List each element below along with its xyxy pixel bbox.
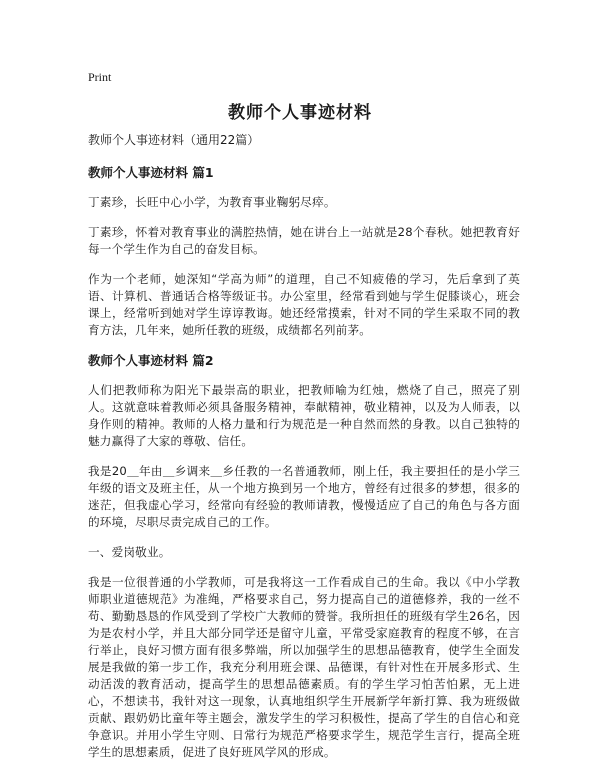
paragraph: 我是一位很普通的小学教师，可是我将这一工作看成自己的生命。我以《中小学教师职业道德规范》为准绳，严格要求自己，努力提高自己的道德修养，我的一丝不苟、勤勤恳恳的作风受到了学校广大教师的赞誉。我所担任的班级有学生26名，因为是农村小学，并且大部分同学还是留守儿童，平常受家庭教育的程度不够，在言行举止，良好习惯方面有很多弊端，所以加强学生的思想品德教育，使学生全面发展是我做的第一步工作，我充分利用班会课、品德课，有针对性在开展多形式、生动活泼的教育活动，提高学生的思想品德素质。有的学生学习怕苦怕累，无上进心，不想读书，我针对这一现象，认真地组织学生开展新学年新打算、我为班级做贡献、跟奶奶比童年等主题会，激发学生的学习积极性，提高了学生的自信心和竞争意识。并用小学生守则、日常行为规范严格要求学生，规范学生言行，提高全班学生的思想素质，促进了良好班风学风的形成。 bbox=[88, 575, 520, 759]
document-title: 教师个人事迹材料 bbox=[228, 103, 372, 123]
paragraph: 丁素珍，怀着对教育事业的满腔热情，她在讲台上一站就是28个春秋。她把教育好每一个学生作为自己的奋发目标。 bbox=[88, 225, 520, 256]
document-subtitle: 教师个人事迹材料（通用22篇） bbox=[88, 133, 260, 147]
section-heading: 教师个人事迹材料 篇2 bbox=[88, 353, 214, 368]
paragraph: 作为一个老师，她深知“学高为师”的道理，自己不知疲倦的学习，先后拿到了英语、计算机、普通话合格等级证书。办公室里，经常看到她与学生促膝谈心，班会课上，经常听到她对学生谆谆教诲。她还经常摸索，针对不同的学生采取不同的教育方法，几年来，她所任教的班级，成绩都名列前茅。 bbox=[88, 272, 520, 337]
paragraph: 我是20＿年由＿乡调来＿乡任教的一名普通教师，刚上任，我主要担任的是小学三年级的语文及班主任，从一个地方换到另一个地方，曾经有过很多的梦想，很多的迷茫，但我虚心学习，经常向有经验的教师请教，慢慢适应了自己的角色与各方面的环境，尽职尽责完成自己的工作。 bbox=[88, 464, 520, 529]
paragraph: 人们把教师称为阳光下最崇高的职业，把教师喻为红烛，燃烧了自己，照亮了别人。这就意味着教师必须具备服务精神，奉献精神，敬业精神，以及为人师表，以身作则的精神。教师的人格力量和行为规范是一种自然而然的身教。以自己独特的魅力赢得了大家的尊敬、信任。 bbox=[88, 383, 520, 448]
paragraph: 丁素珍，长旺中心小学，为教育事业鞠躬尽瘁。 bbox=[88, 195, 336, 209]
section-heading: 教师个人事迹材料 篇1 bbox=[88, 165, 214, 180]
subsection-heading: 一、爱岗敬业。 bbox=[88, 545, 171, 559]
print-link[interactable]: Print bbox=[88, 70, 112, 84]
document-body bbox=[88, 132, 520, 774]
